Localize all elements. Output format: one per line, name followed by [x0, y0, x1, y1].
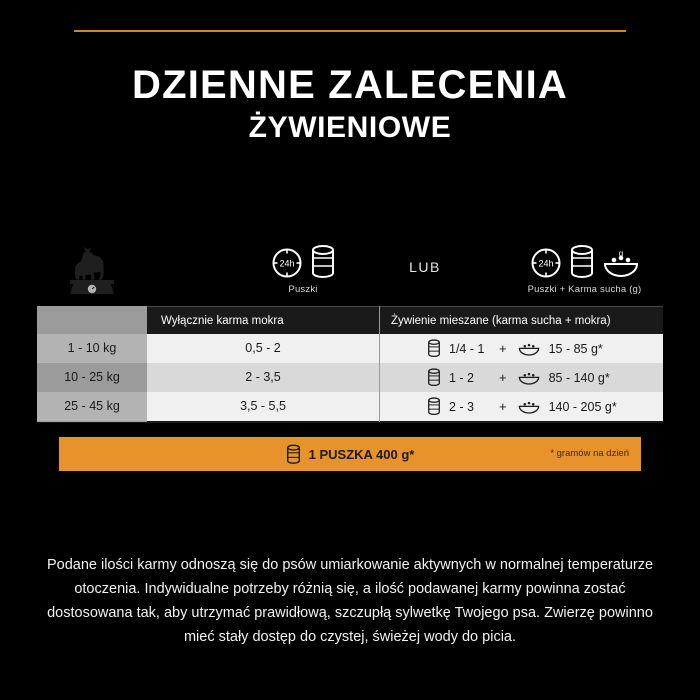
- row-weight: 10 - 25 kg: [37, 363, 147, 392]
- dry-food-bowl-icon: [517, 370, 541, 386]
- row-weight: 25 - 45 kg: [37, 392, 147, 421]
- table-row: [37, 392, 663, 421]
- column-divider: [379, 306, 380, 422]
- feeding-note-paragraph: Podane ilości karmy odnoszą się do psów umiarkowanie aktywnych w normalnej temperaturze otoczenia. Indywidualne potrzeby różnią się, a ilość podawanej karmy powinna zostać dostosowana tak, aby utrzymać prawidłową, szczupłą sylwetkę Twojego psa. Zwierzę powinno mieć stały dostęp do czystej, świeżej wody do picia.: [46, 557, 654, 645]
- row-mixed-dry-value: 15 - 85 g*: [548, 341, 603, 356]
- table-header: [37, 233, 663, 306]
- wet-food-header-group: [233, 238, 373, 295]
- row-mixed-wet-value: 2 - 3: [449, 399, 475, 414]
- svg-text:g: g: [618, 250, 623, 258]
- page-title: [0, 62, 700, 146]
- dry-food-bowl-icon: [601, 250, 641, 280]
- clock-24h-icon: [529, 246, 563, 280]
- table-rows: [37, 334, 663, 421]
- row-mixed-amount: [379, 392, 663, 421]
- column-header-mixed: Żywienie mieszane (karma sucha + mokra): [391, 315, 611, 327]
- dry-food-bowl-icon: [517, 399, 541, 415]
- table-footer: [37, 423, 663, 485]
- header-icons: [147, 233, 663, 306]
- row-mixed-wet-value: 1 - 2: [449, 370, 475, 385]
- row-mixed-amount: [379, 334, 663, 363]
- dry-food-bowl-icon: [517, 341, 541, 357]
- column-header-wet-only: Wyłącznie karma mokra: [161, 315, 284, 327]
- row-wet-amount: 3,5 - 5,5: [147, 392, 379, 421]
- can-size-content: [286, 444, 415, 465]
- wet-food-caption: Puszki: [288, 284, 318, 295]
- mixed-food-header-group: [477, 238, 692, 295]
- can-size-banner: [59, 437, 641, 471]
- table-column-headers: [147, 306, 663, 335]
- can-size-label: 1 PUSZKA 400 g*: [308, 446, 415, 462]
- title-line-1: DZIENNE ZALECENIA: [132, 63, 568, 107]
- can-icon: [569, 244, 595, 280]
- clock-24h-icon: [270, 246, 304, 280]
- can-icon: [427, 368, 441, 387]
- plus-sign: +: [499, 370, 507, 385]
- title-line-2: ŻYWIENIOWE: [248, 111, 452, 144]
- can-icon: [286, 444, 301, 465]
- row-mixed-dry-value: 140 - 205 g*: [548, 399, 617, 414]
- table-row: [37, 363, 663, 392]
- row-wet-amount: 2 - 3,5: [147, 363, 379, 392]
- top-gold-divider: [74, 30, 626, 32]
- feeding-guide-table: [37, 233, 663, 485]
- row-mixed-wet-value: 1/4 - 1: [449, 341, 485, 356]
- plus-sign: +: [499, 341, 507, 356]
- plus-sign: +: [499, 399, 507, 414]
- row-wet-amount: 0,5 - 2: [147, 334, 379, 363]
- table-row: [37, 334, 663, 363]
- dog-on-scale-icon: [37, 233, 147, 306]
- footnote-grams-per-day: * gramów na dzień: [550, 448, 629, 459]
- svg-text:24h: 24h: [279, 258, 295, 269]
- can-icon: [427, 339, 441, 358]
- mixed-food-caption: Puszki + Karma sucha (g): [527, 284, 642, 295]
- row-weight: 1 - 10 kg: [37, 334, 147, 363]
- can-icon: [427, 397, 441, 416]
- row-mixed-dry-value: 85 - 140 g*: [548, 370, 610, 385]
- svg-text:24h: 24h: [537, 258, 554, 269]
- separator-lub: LUB: [409, 259, 441, 275]
- can-icon: [310, 244, 336, 280]
- row-mixed-amount: [379, 363, 663, 392]
